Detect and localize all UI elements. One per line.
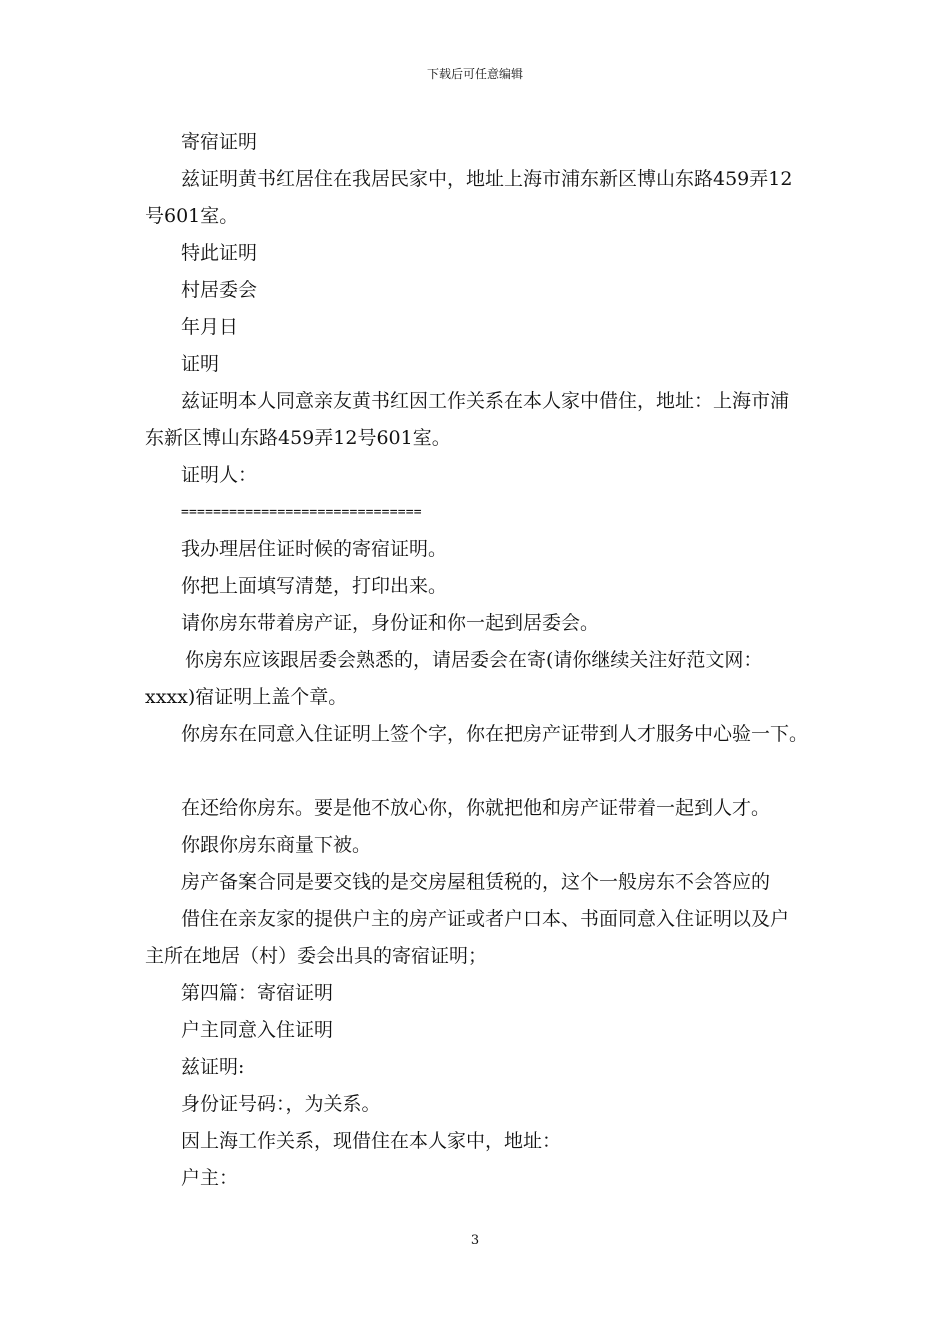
doc-line: 在还给你房东。要是他不放心你，你就把他和房产证带着一起到人才。 [181,797,771,819]
doc-line: 兹证明黄书红居住在我居民家中，地址上海市浦东新区博山东路459弄12 [181,168,793,190]
document-body [145,124,810,1197]
doc-line-section-title: 第四篇：寄宿证明 [181,982,334,1004]
doc-line: 你把上面填写清楚，打印出来。 [181,575,448,597]
doc-line: 证明 [181,353,220,375]
doc-line: 兹证明本人同意亲友黄书红因工作关系在本人家中借住，地址：上海市浦 [181,390,790,412]
doc-line: 户主同意入住证明 [181,1019,334,1041]
doc-line: 你房东应该跟居委会熟悉的，请居委会在寄(请你继续关注好范文网： [185,649,763,671]
doc-line: 请你房东带着房产证，身份证和你一起到居委会。 [181,612,600,634]
doc-line: 年月日 [181,316,239,338]
doc-line: 借住在亲友家的提供户主的房产证或者户口本、书面同意入住证明以及户 [181,908,790,930]
doc-line: 我办理居住证时候的寄宿证明。 [181,538,448,560]
doc-line: 号601室。 [145,205,239,227]
doc-line: 身份证号码：，为关系。 [181,1093,381,1115]
doc-line: 主所在地居（村）委会出具的寄宿证明； [145,945,488,967]
doc-line: xxxx)宿证明上盖个章。 [145,686,348,708]
doc-line: 证明人： [181,464,258,486]
separator-line: ============================== [181,505,422,520]
doc-line: 特此证明 [181,242,258,264]
doc-line: 户主： [181,1167,239,1189]
page-number: 3 [470,1233,480,1248]
doc-line-title: 寄宿证明 [181,131,258,153]
doc-line: 因上海工作关系，现借住在本人家中，地址： [181,1130,562,1152]
doc-line: 兹证明: [181,1056,245,1078]
doc-line: 你跟你房东商量下被。 [181,834,372,856]
doc-line: 村居委会 [181,279,258,301]
doc-line: 东新区博山东路459弄12号601室。 [145,427,451,449]
doc-line: 房产备案合同是要交钱的是交房屋租赁税的，这个一般房东不会答应的 [181,871,771,893]
page-header: 下载后可任意编辑 [426,67,523,81]
blank-line [145,753,810,790]
doc-line: 你房东在同意入住证明上签个字，你在把房产证带到人才服务中心验一下。 [181,723,809,745]
